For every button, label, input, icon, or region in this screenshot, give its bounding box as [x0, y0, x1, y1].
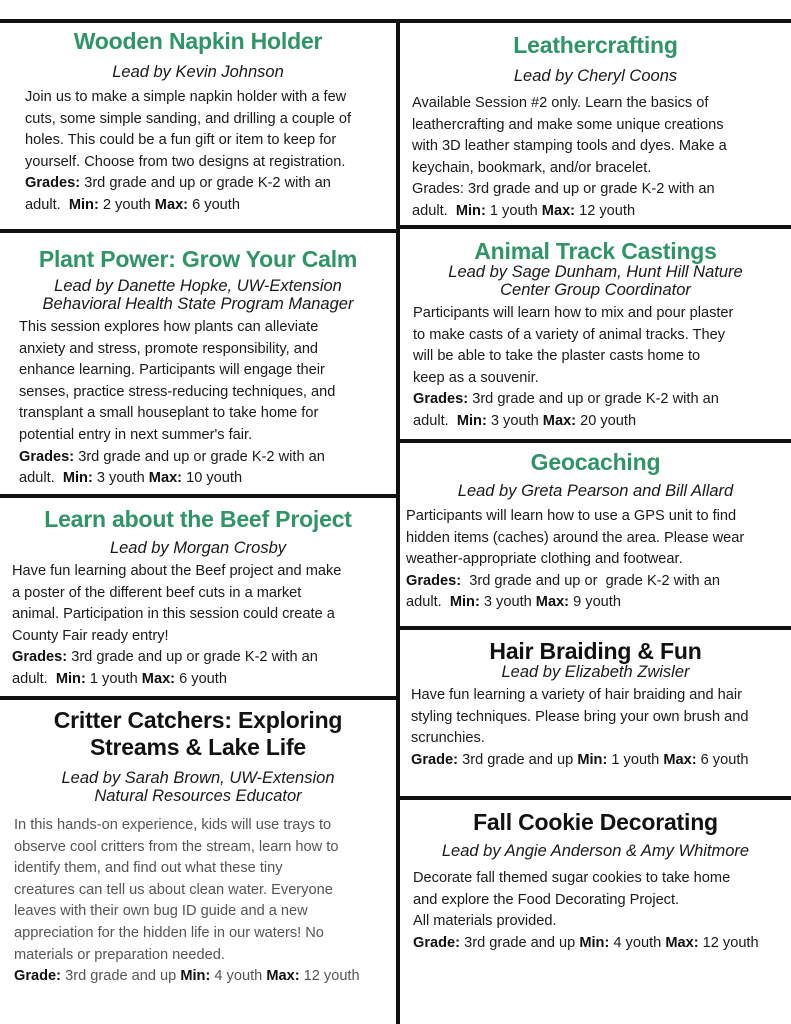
detail-value: 3rd grade and up or grade K-2 with an — [67, 649, 318, 666]
session-lead — [400, 482, 791, 500]
detail-label: Min: — [180, 968, 211, 985]
session-card — [400, 638, 791, 771]
session-description — [400, 685, 791, 771]
session-description — [400, 868, 791, 954]
title-line: Geocaching — [530, 449, 661, 475]
session-details — [14, 966, 396, 988]
description-line: materials or preparation needed. — [14, 946, 225, 963]
description-line: Have fun learning a variety of hair braiding and hair — [411, 687, 742, 703]
session-card — [0, 707, 396, 988]
detail-value: adult. — [19, 470, 63, 487]
detail-label: Min: — [68, 196, 99, 213]
session-card — [400, 238, 791, 433]
detail-value: 3rd grade and up or grade K-2 with an — [80, 175, 331, 192]
session-title — [0, 28, 396, 55]
detail-value: 2 youth — [98, 196, 155, 213]
lead-line: Lead by Angie Anderson & Amy Whitmore — [441, 842, 750, 860]
session-details — [19, 447, 396, 469]
detail-label: Grade: — [413, 934, 461, 951]
detail-label: Grade: — [411, 751, 459, 768]
detail-value: adult. — [12, 670, 56, 687]
description-line: with 3D leather stamping tools and dyes. Make a — [412, 138, 727, 155]
session-details — [406, 592, 791, 614]
detail-value: 6 youth — [696, 751, 749, 768]
lead-line: Lead by Sage Dunham, Hunt Hill Nature — [448, 263, 743, 281]
session-details — [12, 647, 396, 669]
description-line: Join us to make a simple napkin holder with a few — [25, 89, 347, 105]
detail-label: Max: — [665, 934, 699, 951]
session-card — [0, 28, 396, 217]
description-line: will be able to take the plaster casts home to — [413, 348, 701, 365]
description-line: identify them, and find out what these tiny — [14, 860, 283, 877]
detail-label: Max: — [535, 594, 570, 611]
detail-value: adult. — [412, 202, 456, 219]
session-details — [406, 571, 791, 593]
session-lead — [0, 769, 396, 805]
title-line: Animal Track Castings — [474, 238, 717, 264]
session-lead — [400, 663, 791, 681]
detail-label: Max: — [542, 412, 577, 429]
description-line: Participants will learn how to use a GPS unit to find — [406, 508, 737, 524]
session-description — [0, 87, 396, 217]
session-description — [0, 561, 396, 691]
lead-line: Lead by Sarah Brown, UW-Extension — [61, 769, 335, 787]
description-line: hidden items (caches) around the area. Please wear — [406, 529, 745, 546]
session-lead — [0, 277, 396, 313]
description-line: holes. This could be a fun gift or item to keep for — [25, 132, 337, 149]
detail-value: 1 youth — [85, 670, 142, 687]
description-line: All materials provided. — [413, 913, 557, 930]
description-line: anxiety and stress, promote responsibility, and — [19, 340, 319, 357]
detail-value: 3rd grade and up or grade K-2 with an — [461, 572, 720, 589]
detail-label: Max: — [541, 202, 576, 219]
session-lead — [0, 539, 396, 557]
description-line: observe cool critters from the stream, learn how to — [14, 838, 339, 855]
detail-value: 1 youth — [485, 202, 542, 219]
detail-value: 3rd grade and up — [458, 751, 578, 768]
detail-label: Min: — [55, 670, 86, 687]
description-line: styling techniques. Please bring your own brush and — [411, 708, 749, 725]
session-details — [413, 933, 791, 955]
session-lead — [400, 842, 791, 860]
detail-value: 10 youth — [182, 470, 243, 487]
description-line: weather-appropriate clothing and footwear. — [406, 551, 683, 568]
detail-value: 1 youth — [607, 751, 664, 768]
description-line: Have fun learning about the Beef project and make — [12, 563, 342, 579]
description-line: potential entry in next summer's fair. — [19, 426, 253, 443]
divider — [0, 494, 398, 498]
description-line: creatures can tell us about clean water. Everyone — [14, 881, 333, 898]
detail-label: Grades: — [406, 572, 462, 589]
description-line: keychain, bookmark, and/or bracelet. — [412, 159, 652, 176]
detail-label: Min: — [577, 751, 608, 768]
session-card — [400, 32, 791, 223]
description-line: Participants will learn how to mix and pour plaster — [413, 305, 734, 321]
detail-value: 12 youth — [299, 968, 360, 985]
detail-value: 20 youth — [576, 412, 637, 429]
description-line: keep as a souvenir. — [413, 369, 539, 386]
divider — [0, 229, 398, 233]
detail-label: Min: — [579, 934, 610, 951]
description-line: enhance learning. Participants will engage their — [19, 362, 325, 379]
lead-line: Lead by Kevin Johnson — [112, 63, 284, 81]
lead-line: Behavioral Health State Program Manager — [42, 295, 354, 313]
description-line: appreciation for the hidden life in our waters! No — [14, 924, 324, 941]
detail-value: 3rd grade and up or grade K-2 with an — [74, 448, 325, 465]
session-title — [400, 449, 791, 476]
session-description — [0, 317, 396, 490]
session-lead — [0, 63, 396, 81]
description-line: This session explores how plants can alleviate — [19, 319, 319, 335]
description-line: In this hands-on experience, kids will use trays to — [14, 817, 332, 833]
session-details — [12, 669, 396, 691]
session-title — [0, 707, 396, 761]
detail-label: Grades: — [12, 649, 68, 666]
description-line: Grades: 3rd grade and up or grade K-2 with an — [412, 181, 715, 198]
lead-line: Lead by Morgan Crosby — [109, 539, 287, 557]
description-line: leaves with their own bug ID guide and a new — [14, 903, 308, 920]
detail-value: 4 youth — [609, 934, 666, 951]
detail-value: 3 youth — [92, 470, 149, 487]
description-line: and explore the Food Decorating Project. — [413, 891, 680, 908]
session-details — [413, 389, 791, 411]
divider — [396, 225, 791, 229]
session-description — [400, 93, 791, 223]
description-line: Decorate fall themed sugar cookies to take home — [413, 870, 731, 886]
session-details — [25, 173, 396, 195]
detail-label: Max: — [266, 968, 300, 985]
divider — [396, 796, 791, 800]
lead-line: Center Group Coordinator — [500, 281, 691, 299]
description-line: Available Session #2 only. Learn the basics of — [412, 95, 709, 111]
lead-line: Lead by Cheryl Coons — [513, 67, 678, 85]
detail-value: 3rd grade and up or grade K-2 with an — [468, 391, 719, 408]
detail-label: Min: — [455, 202, 486, 219]
lead-line: Lead by Danette Hopke, UW-Extension — [54, 277, 342, 295]
lead-line: Natural Resources Educator — [94, 787, 302, 805]
description-line: cuts, some simple sanding, and drilling a couple of — [25, 110, 352, 127]
title-line: Leathercrafting — [513, 32, 678, 58]
session-title — [400, 809, 791, 836]
description-line: animal. Participation in this session could create a — [12, 606, 335, 623]
detail-label: Max: — [141, 670, 176, 687]
description-line: scrunchies. — [411, 730, 485, 747]
session-details — [411, 750, 791, 772]
session-title — [400, 32, 791, 59]
detail-value: adult. — [406, 594, 450, 611]
session-card — [0, 246, 396, 490]
detail-value: 4 youth — [210, 968, 267, 985]
detail-label: Grade: — [14, 968, 62, 985]
detail-label: Grades: — [25, 175, 81, 192]
session-card — [400, 449, 791, 614]
detail-label: Min: — [456, 412, 487, 429]
detail-value: 3rd grade and up — [61, 968, 181, 985]
description-line: leathercrafting and make some unique creations — [412, 116, 724, 133]
detail-value: 3rd grade and up — [460, 934, 580, 951]
session-title — [0, 246, 396, 273]
divider — [396, 439, 791, 443]
title-line: Critter Catchers: Exploring — [53, 707, 343, 733]
detail-label: Grades: — [19, 448, 75, 465]
detail-value: adult. — [25, 196, 69, 213]
detail-value: 9 youth — [569, 594, 621, 611]
session-lead — [400, 67, 791, 85]
detail-value: 12 youth — [575, 202, 636, 219]
session-title — [400, 638, 791, 665]
session-details — [413, 411, 791, 433]
title-line: Learn about the Beef Project — [44, 506, 352, 532]
detail-value: adult. — [413, 412, 457, 429]
title-line: Streams & Lake Life — [89, 734, 307, 760]
detail-label: Min: — [62, 470, 93, 487]
title-line: Plant Power: Grow Your Calm — [38, 246, 358, 272]
detail-value: 3 youth — [486, 412, 543, 429]
divider — [0, 696, 398, 700]
session-details — [19, 468, 396, 490]
divider — [396, 626, 791, 630]
detail-label: Max: — [154, 196, 189, 213]
detail-label: Grades: — [413, 391, 469, 408]
title-line: Hair Braiding & Fun — [489, 638, 702, 664]
detail-label: Max: — [663, 751, 697, 768]
session-title — [400, 238, 791, 265]
session-card — [400, 809, 791, 954]
lead-line: Lead by Elizabeth Zwisler — [501, 663, 690, 681]
description-line: senses, practice stress-reducing techniques, and — [19, 383, 336, 400]
session-title — [0, 506, 396, 533]
session-card — [0, 506, 396, 691]
session-description — [0, 815, 396, 988]
title-line: Fall Cookie Decorating — [473, 809, 718, 835]
description-line: County Fair ready entry! — [12, 627, 169, 644]
title-line: Wooden Napkin Holder — [73, 28, 323, 54]
detail-value: 12 youth — [698, 934, 759, 951]
detail-label: Max: — [148, 470, 183, 487]
session-description — [400, 506, 791, 614]
session-details — [25, 195, 396, 217]
description-line: to make casts of a variety of animal tracks. They — [413, 326, 725, 343]
detail-label: Min: — [449, 594, 480, 611]
detail-value: 6 youth — [188, 196, 240, 213]
session-description — [400, 303, 791, 433]
session-details — [412, 201, 791, 223]
detail-value: 6 youth — [175, 670, 227, 687]
lead-line: Lead by Greta Pearson and Bill Allard — [457, 482, 734, 500]
description-line: a poster of the different beef cuts in a market — [12, 584, 302, 601]
description-line: yourself. Choose from two designs at registration. — [25, 153, 346, 170]
detail-value: 3 youth — [479, 594, 536, 611]
description-line: transplant a small houseplant to take home for — [19, 405, 319, 422]
session-lead — [400, 263, 791, 299]
